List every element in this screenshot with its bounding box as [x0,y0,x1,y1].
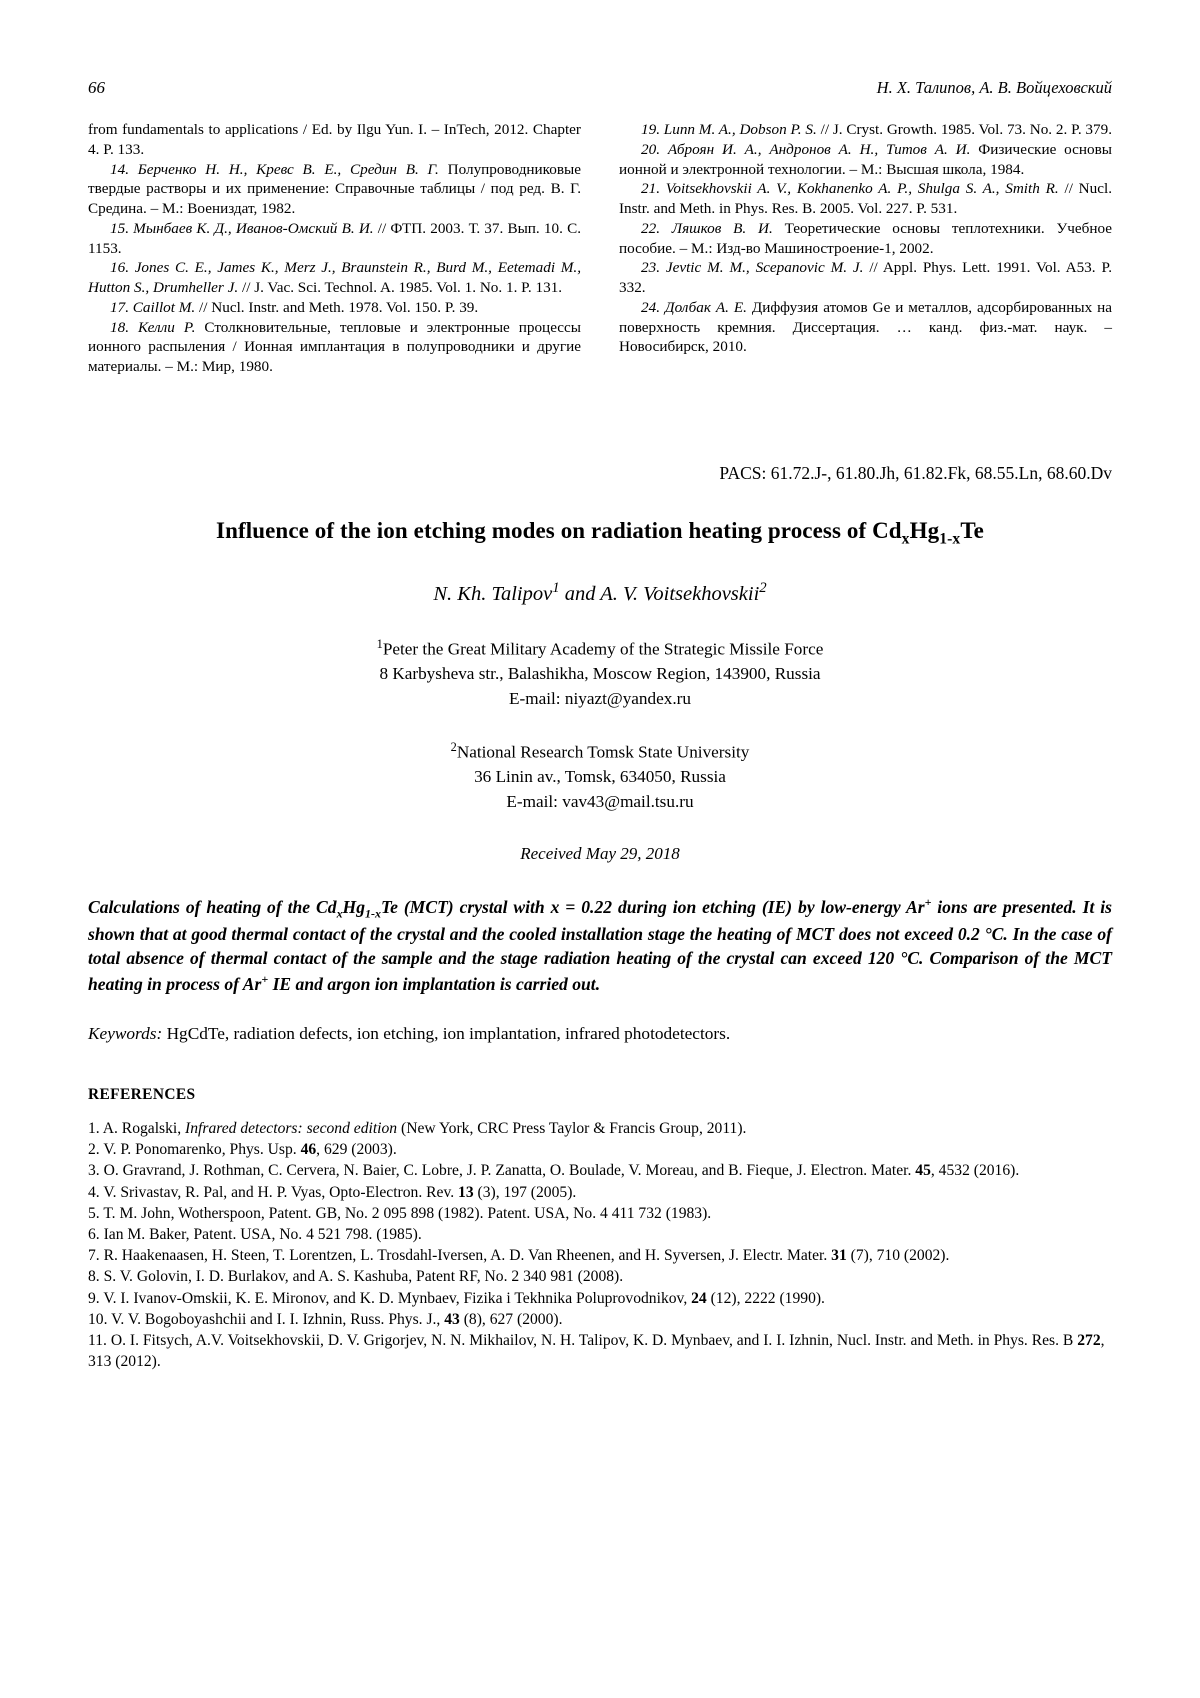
page-number: 66 [88,78,105,97]
reference-entry [88,1309,1112,1330]
article-title-sub2: 1-x [939,530,961,548]
received-date: Received May 29, 2018 [520,844,680,864]
abstract [88,894,1112,996]
abstract-s4: ions are presented. It is shown that at good thermal contact of the crystal and the cooled installation stage the heating of MCT does not exceed 0.2 °C. In the case of total absence of thermal contact of the sample and the stage radiation heating of the crystal can exceed 120 °C. Comparison of the MCT heating in process of Ar [88,897,1112,994]
reference-text: V. Srivastav, R. Pal, and H. P. Vyas, Opto-Electron. Rev. [103,1183,459,1201]
affiliation-one-line1 [88,636,1112,662]
reference-number: 2. [88,1141,104,1159]
reference-entry [88,1224,1112,1245]
reference-volume: 24 [691,1289,707,1307]
abstract-s3: Te (MCT) crystal with x = 0.22 during ion etching (IE) by low-energy Ar [380,897,925,918]
reference-text: S. V. Golovin, I. D. Burlakov, and A. S. Kashuba, Patent RF, No. 2 340 981 (2008). [103,1268,624,1286]
reference-entry [88,1330,1112,1372]
running-head [88,78,1112,98]
keywords-label: Keywords: [88,1023,163,1043]
abstract-sup2: + [261,971,269,986]
reference-volume: 13 [458,1183,474,1201]
reference-tail: (8), 627 (2000). [459,1310,563,1328]
reference-number: 6. [88,1225,104,1243]
author-one: N. Kh. Talipov [433,583,553,606]
reference-columns [88,120,1112,377]
reference-column-left [88,120,581,377]
article-title [88,518,1112,549]
abstract-s5: IE and argon ion implantation is carried out. [268,973,601,994]
reference-tail: , 313 (2012). [88,1331,1105,1371]
reference-entry [88,1160,1112,1181]
affiliation-one-name: Peter the Great Military Academy of the Strategic Missile Force [382,639,824,659]
affiliation-two-email: E-mail: vav43@mail.tsu.ru [506,791,694,811]
pacs-line: PACS: 61.72.J-, 61.80.Jh, 61.82.Fk, 68.55.Ln, 68.60.Dv [719,462,1112,483]
keywords-text: HgCdTe, radiation defects, ion etching, ion implantation, infrared photodetectors. [162,1023,731,1043]
reference-item: 18. Келли Р. Столкновительные, тепловые и электронные процессы ионного распыления / Ионная имплантация в полупроводники и другие материалы. – М.: Мир, 1980. [88,318,581,375]
reference-entry [88,1266,1112,1287]
reference-text: T. M. John, Wotherspoon, Patent. GB, No. 2 095 898 (1982). Patent. USA, No. 4 411 732 (1983). [103,1204,712,1222]
reference-item: 17. Caillot M. // Nucl. Instr. and Meth. 1978. Vol. 150. P. 39. [110,298,479,316]
article-authors [88,580,1112,606]
reference-volume: 45 [915,1162,931,1180]
reference-text: A. Rogalski, [102,1119,186,1137]
references-list [88,1118,1112,1372]
abstract-sub1: x [336,906,343,921]
author-one-affiliation-marker: 1 [552,580,560,597]
reference-number: 4. [88,1183,104,1201]
reference-tail: , 4532 (2016). [930,1162,1020,1180]
reference-continuation: from fundamentals to applications / Ed. by Ilgu Yun. I. – InTech, 2012. Chapter 4. P. 133. [88,121,581,158]
reference-entry [88,1288,1112,1309]
article-title-part3: Te [960,517,984,543]
reference-number: 1. [88,1119,103,1137]
abstract-s2: Hg [342,897,366,918]
abstract-sup1: + [924,895,932,910]
affiliation-one-address: 8 Karbysheva str., Balashikha, Moscow Region, 143900, Russia [379,664,821,684]
reference-column-right [619,120,1112,377]
reference-tail: , 629 (2003). [316,1141,397,1159]
reference-item: 22. Ляшков В. И. Теоретические основы теплотехники. Учебное пособие. – М.: Изд-во Машиностроение-1, 2002. [619,219,1112,257]
reference-tail: (New York, CRC Press Taylor & Francis Group, 2011). [397,1119,747,1137]
article-title-part2: Hg [909,517,940,543]
reference-item: 21. Voitsekhovskii A. V., Kokhanenko A. P., Shulga S. A., Smith R. // Nucl. Instr. and Meth. in Phys. Res. B. 2005. Vol. 227. P. 531. [619,180,1113,217]
reference-tail: (7), 710 (2002). [846,1247,950,1265]
affiliation-two-line1 [88,739,1112,765]
article-title-part1: Influence of the ion etching modes on radiation heating process of Cd [216,517,902,543]
reference-text: Ian M. Baker, Patent. USA, No. 4 521 798. (1985). [103,1225,422,1243]
reference-volume: 46 [300,1141,317,1159]
affiliation-two [88,739,1112,814]
references-heading: REFERENCES [88,1085,196,1103]
affiliation-two-name: National Research Tomsk State University [456,742,750,762]
reference-number: 3. [88,1162,104,1180]
reference-number: 8. [88,1268,104,1286]
reference-text: O. Gravrand, J. Rothman, C. Cervera, N. Baier, C. Lobre, J. P. Zanatta, O. Boulade, V. Moreau, and B. Fieque, J. Electron. Mater. [103,1162,916,1180]
affiliation-one-email: E-mail: niyazt@yandex.ru [509,688,691,708]
reference-text: O. I. Fitsych, A.V. Voitsekhovskii, D. V. Grigorjev, N. N. Mikhailov, N. H. Talipov, K. D. Mynbaev, and I. I. Izhnin, Nucl. Instr. and Meth. in Phys. Res. B [110,1331,1078,1349]
reference-text: V. I. Ivanov-Omskii, K. E. Mironov, and K. D. Mynbaev, Fizika i Tekhnika Poluprovodnikov, [103,1289,692,1307]
reference-number: 7. [88,1247,104,1265]
reference-item: 24. Долбак А. Е. Диффузия атомов Ge и металлов, адсорбированных на поверхность кремния. Диссертация. … канд. физ.-мат. наук. – Новосибирск, 2010. [619,298,1112,356]
abstract-s1: Calculations of heating of the Cd [88,897,337,918]
reference-volume: 31 [831,1247,847,1265]
affiliation-one [88,636,1112,711]
reference-entry [88,1139,1112,1160]
reference-text: R. Haakenaasen, H. Steen, T. Lorentzen, L. Trosdahl-Iversen, A. D. Van Rheenen, and H. Syversen, J. Electr. Mater. [103,1247,832,1265]
reference-entry [88,1203,1112,1224]
reference-item: 15. Мынбаев К. Д., Иванов-Омский В. И. // ФТП. 2003. Т. 37. Вып. 10. С. 1153. [88,219,581,257]
reference-number: 5. [88,1204,104,1222]
page-content [88,78,1112,1372]
reference-entry [88,1182,1112,1203]
reference-number: 9. [88,1289,104,1307]
article-title-sub1: x [901,530,910,548]
affiliation-two-address: 36 Linin av., Tomsk, 634050, Russia [474,767,726,787]
abstract-sub2: 1-x [365,906,381,921]
affiliation-two-marker: 2 [450,740,457,755]
reference-item: 14. Берченко Н. Н., Кревс В. Е., Средин В. Г. Полупроводниковые твердые растворы и их применение: Справочные таблицы / под ред. В. Г. Средина. – М.: Воениздат, 1982. [88,160,581,217]
reference-item: 19. Lunn M. A., Dobson P. S. // J. Cryst. Growth. 1985. Vol. 73. No. 2. P. 379. [641,121,1113,138]
reference-item: 16. Jones C. E., James K., Merz J., Braunstein R., Burd M., Eetemadi M., Hutton S., Drumheller J. // J. Vac. Sci. Technol. A. 1985. Vol. 1. No. 1. P. 131. [88,259,581,296]
reference-entry [88,1118,1112,1139]
reference-tail: (3), 197 (2005). [473,1183,577,1201]
running-head-authors: Н. Х. Талипов, А. В. Войцеховский [876,78,1112,97]
author-two: and A. V. Voitsekhovskii [559,583,760,606]
author-two-affiliation-marker: 2 [759,580,767,597]
reference-text: V. P. Ponomarenko, Phys. Usp. [103,1141,301,1159]
reference-volume: 272 [1077,1331,1101,1349]
reference-text: V. V. Bogoboyashchii and I. I. Izhnin, Russ. Phys. J., [111,1310,445,1328]
reference-item: 20. Аброян И. А., Андронов А. Н., Титов А. И. Физические основы ионной и электронной технологии. – М.: Высшая школа, 1984. [619,140,1112,178]
keywords [88,1022,1112,1046]
reference-tail: (12), 2222 (1990). [706,1289,825,1307]
reference-number: 10. [88,1310,112,1328]
reference-entry [88,1245,1112,1266]
reference-item: 23. Jevtic M. M., Scepanovic M. J. // Appl. Phys. Lett. 1991. Vol. A53. P. 332. [619,259,1113,296]
reference-number: 11. [88,1331,111,1349]
affiliation-one-marker: 1 [376,637,383,652]
reference-title-italic: Infrared detectors: second edition [185,1119,398,1137]
reference-volume: 43 [444,1310,460,1328]
